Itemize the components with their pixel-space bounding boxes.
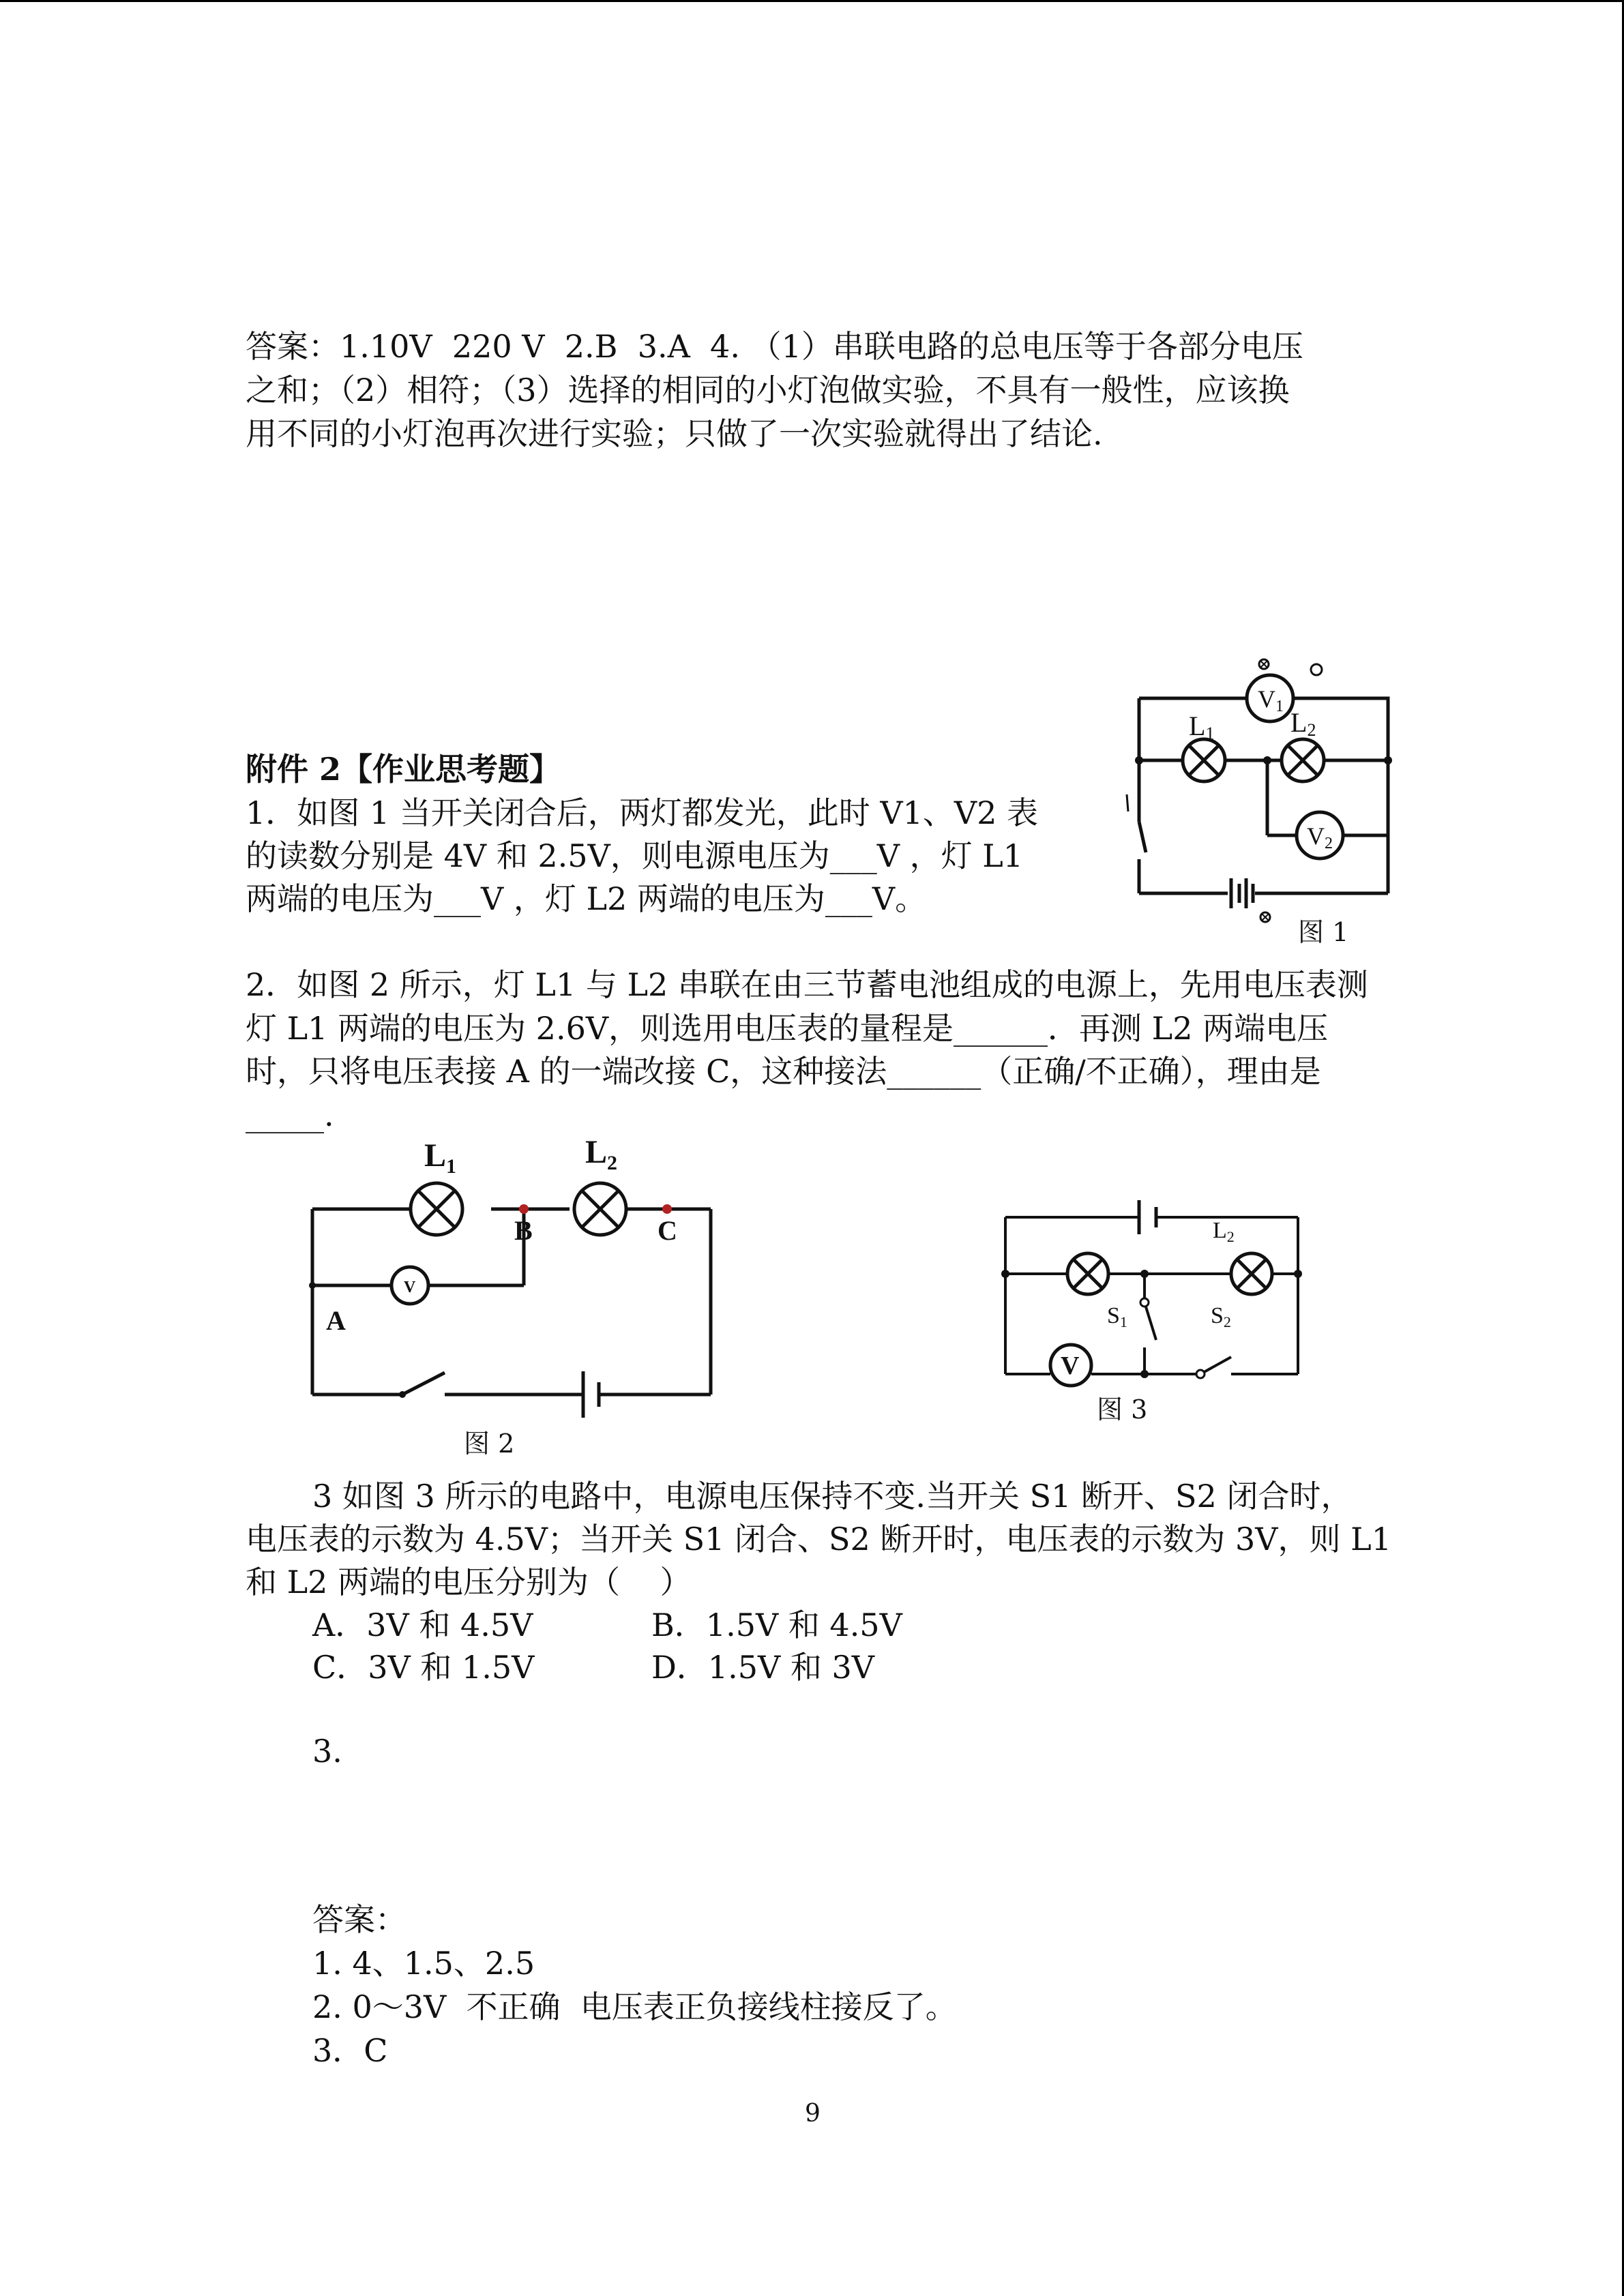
fig2-label-l1: $L_1$ (424, 1137, 457, 1178)
fig1-label-v2: V2 (1307, 822, 1333, 852)
page-number: 9 (805, 2100, 821, 2128)
stray-number: 3. (312, 1733, 342, 1770)
q1-line-1: 1．如图 1 当开关闭合后，两灯都发光，此时 V1、V2 表 (246, 794, 1038, 831)
fig3-lamp-l2 (1231, 1253, 1272, 1294)
fig3-label-s2: S2 (1211, 1303, 1231, 1330)
q2-line-2: 灯 L1 两端的电压为 2.6V，则选用电压表的量程是______．再测 L2 两端电压 (246, 1010, 1329, 1047)
fig1-label-l1: L1 (1189, 711, 1215, 743)
fig3-lamp-l1 (1067, 1253, 1108, 1294)
figure-3-circuit (996, 1193, 1316, 1398)
q3-line-3: 和 L2 两端的电压分别为（ ） (246, 1564, 692, 1600)
fig3-label-s1: S1 (1107, 1303, 1127, 1330)
fig2-label-a: A (326, 1305, 346, 1336)
answer-1: 1. 4、1.5、2.5 (312, 1945, 535, 1982)
fig1-label-v1: V1 (1258, 685, 1284, 715)
page-top-border (0, 0, 1624, 2)
q2-line-3: 时，只将电压表接 A 的一端改接 C，这种接法______（正确/不正确），理由是 (246, 1053, 1321, 1090)
fig2-label-b: B (514, 1215, 533, 1246)
q2-line-4: _____. (246, 1097, 334, 1133)
figure-2-circuit (300, 1135, 737, 1429)
q1-line-3: 两端的电压为___V ，灯 L2 两端的电压为___V。 (246, 880, 927, 917)
q3-option-b: B．1.5V 和 4.5V (651, 1607, 902, 1643)
fig1-lamp-l2 (1282, 739, 1324, 781)
fig2-label-l2: $L_2$ (585, 1135, 618, 1174)
answer-2: 2. 0～3V 不正确 电压表正负接线柱接反了。 (312, 1988, 957, 2025)
q3-option-d: D．1.5V 和 3V (651, 1649, 874, 1686)
fig2-lamp-l1 (411, 1183, 462, 1235)
answer-top-line-1: 答案：1.10V 220 V 2.B 3.A 4. （1）串联电路的总电压等于各部分电压 (246, 328, 1303, 365)
q3-line-2: 电压表的示数为 4.5V；当开关 S1 闭合、S2 断开时，电压表的示数为 3V，则 L1 (246, 1521, 1391, 1557)
appendix-title: 附件 2【作业思考题】 (246, 751, 561, 788)
answer-top-line-2: 之和；（2）相符；（3）选择的相同的小灯泡做实验，不具有一般性，应该换 (246, 372, 1290, 408)
answer-3: 3．C (312, 2032, 388, 2069)
fig2-label-v: V (404, 1279, 416, 1296)
fig3-label-v: V (1061, 1352, 1080, 1380)
q3-line-1: 3 如图 3 所示的电路中，电源电压保持不变.当开关 S1 断开、S2 闭合时， (312, 1478, 1353, 1515)
fig3-label-l2: L2 (1213, 1218, 1235, 1245)
fig1-label-l2: L2 (1290, 707, 1316, 740)
q1-line-2: 的读数分别是 4V 和 2.5V，则电源电压为___V ，灯 L1 (246, 837, 1024, 874)
q3-option-c: C．3V 和 1.5V (312, 1649, 535, 1686)
figure-1-caption: 图 1 (1298, 917, 1349, 947)
figure-2-caption: 图 2 (464, 1429, 515, 1459)
figure-3-caption: 图 3 (1097, 1395, 1148, 1425)
fig1-lamp-l1 (1183, 739, 1225, 781)
fig2-lamp-l2 (574, 1183, 626, 1235)
q3-option-a: A．3V 和 4.5V (312, 1607, 533, 1643)
fig2-label-c: C (658, 1215, 677, 1246)
answer-top-line-3: 用不同的小灯泡再次进行实验；只做了一次实验就得出了结论. (246, 415, 1103, 452)
answers-label: 答案： (312, 1901, 407, 1938)
figure-1-circuit (1119, 655, 1405, 948)
q2-line-1: 2．如图 2 所示，灯 L1 与 L2 串联在由三节蓄电池组成的电源上，先用电压表测 (246, 966, 1368, 1003)
